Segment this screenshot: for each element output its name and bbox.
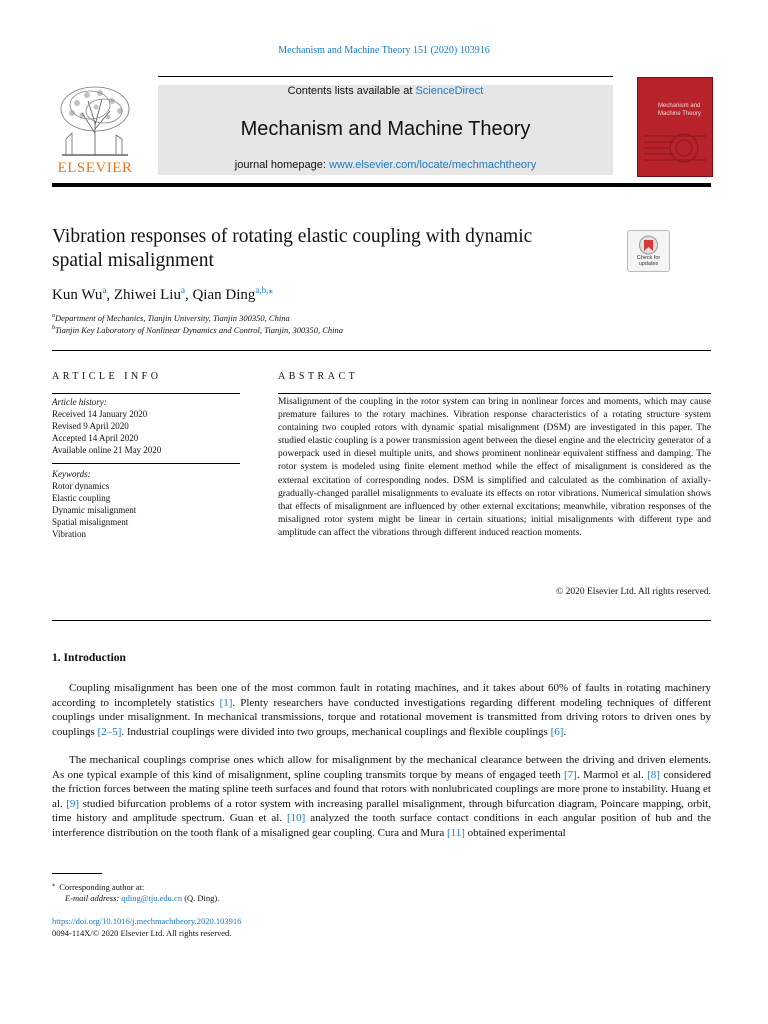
- citation-link[interactable]: [9]: [66, 797, 80, 810]
- email-note: E-mail address: qding@tju.edu.cn (Q. Ding).: [65, 893, 220, 903]
- author-name[interactable]: Kun Wu: [52, 287, 103, 303]
- header-thick-rule: [52, 183, 711, 187]
- affiliation: $^a$Department of Mechanics, Tianjin University, Tianjin 300350, China: [52, 313, 290, 323]
- doi-link[interactable]: https://doi.org/10.1016/j.mechmachtheory.2020.103916: [52, 916, 242, 926]
- author-affil-marker[interactable]: a,b,⁎: [255, 285, 273, 295]
- abstract-rule: [278, 393, 711, 394]
- keyword[interactable]: Spatial misalignment: [52, 517, 129, 527]
- citation-link[interactable]: [11]: [446, 826, 465, 839]
- header-rule: [158, 76, 613, 77]
- journal-title: Mechanism and Machine Theory: [240, 118, 531, 140]
- citation-link[interactable]: [6]: [550, 725, 564, 738]
- corresponding-author-note: ⁎ Corresponding author at:: [52, 881, 145, 892]
- author-affil-marker[interactable]: a: [180, 285, 185, 295]
- citation-link[interactable]: [2–5]: [97, 725, 122, 738]
- body-paragraph: Coupling misalignment has been one of the most common fault in rotating machines, and it takes about 60% of faults in rotating machinery according to incompletely statistics [1]. Plenty researchers have conducted investigations regarding different modeling techniques of different couplings under misalignment. In mechanical transmissions, torque and rotational movement is transmitted from driving rotors to driven ones by couplings [2–5]. Industrial couplings were divided into two groups, mechanical couplings and flexible couplings [6].: [52, 682, 711, 738]
- homepage-link[interactable]: www.elsevier.com/locate/mechmachtheory: [328, 159, 537, 171]
- issn-line: 0094-114X/© 2020 Elsevier Ltd. All rights reserved.: [52, 928, 232, 938]
- author-list: Kun Wu$^a$, Zhiwei Liu$^a$, Qian Ding$^{a,b,⁎}$: [52, 285, 273, 303]
- history-label: Article history:: [52, 397, 107, 407]
- article-info-rule: [52, 463, 240, 464]
- article-title: Vibration responses of rotating elastic coupling with dynamic spatial misalignment: [52, 226, 533, 271]
- citation-link[interactable]: [1]: [219, 696, 233, 709]
- citation-link[interactable]: [7]: [563, 768, 577, 781]
- keyword[interactable]: Dynamic misalignment: [52, 505, 137, 515]
- keyword[interactable]: Elastic coupling: [52, 493, 111, 503]
- author-name[interactable]: Qian Ding: [192, 287, 256, 303]
- journal-citation[interactable]: Mechanism and Machine Theory 151 (2020) 103916: [278, 45, 490, 56]
- article-info-heading: ARTICLE INFO: [52, 371, 162, 382]
- history-item: Received 14 January 2020: [52, 409, 148, 419]
- footnote-rule: [52, 873, 102, 874]
- keywords-label: Keywords:: [52, 469, 91, 479]
- check-updates-label: Check for: [636, 255, 661, 261]
- abstract-heading: ABSTRACT: [278, 371, 359, 382]
- keyword[interactable]: Rotor dynamics: [52, 481, 110, 491]
- journal-masthead: [158, 85, 613, 175]
- history-item: Revised 9 April 2020: [52, 421, 129, 431]
- author-name[interactable]: Zhiwei Liu: [113, 287, 181, 303]
- cover-title-line1: Mechanism and: [658, 103, 701, 109]
- history-item: Accepted 14 April 2020: [52, 433, 139, 443]
- check-updates-sublabel: updates: [638, 261, 659, 267]
- author-affil-marker[interactable]: a: [102, 285, 107, 295]
- abstract-copyright: © 2020 Elsevier Ltd. All rights reserved.: [556, 587, 711, 597]
- abstract-text: Misalignment of the coupling in the rotor system can bring in nonlinear forces and moments, which may cause premature failures to the rotary machines. Vibration response characteristics of a rotating structure system containing two coupled rotors with dynamic spatial misalignment (DSM) are investigated in this paper. The studied elastic coupling is a power transmission agent between the diesel engine and the electricity generator of a powerpack used in diesel multiple units, and shows prominent nonlinear equivalent stiffness and damping. The rotor system is modeled using finite element method while the effect of misalignment is considered as the external excitation of corresponding nodes. DSM is simplified and calculated as the combination of axially-gradually-changed parallel misalignments to evaluate its effects on rotor vibrations. Numerical simulation shows that effects of misalignment are influenced by other external excitations; meanwhile, vibration responses of the misaligned rotor system might be linear in certain situations; initial misalignments with different type and amplitude can affect the vibrations through different induced reaction moments.: [278, 397, 711, 538]
- section-rule: [52, 620, 711, 621]
- elsevier-wordmark: ELSEVIER: [57, 160, 133, 176]
- email-link[interactable]: qding@tju.edu.cn: [121, 893, 183, 903]
- article-info-rule: [52, 393, 240, 394]
- cover-title-line2: Machine Theory: [658, 111, 701, 117]
- check-for-updates-button[interactable]: [627, 230, 670, 272]
- section-heading: 1. Introduction: [52, 652, 126, 664]
- citation-link[interactable]: [8]: [647, 768, 660, 781]
- history-item: Available online 21 May 2020: [52, 445, 162, 455]
- contents-availability: Contents lists available at ScienceDirect: [287, 85, 484, 97]
- citation-link[interactable]: [10]: [286, 812, 306, 824]
- section-rule: [52, 350, 711, 351]
- keyword[interactable]: Vibration: [52, 529, 86, 539]
- body-paragraph: The mechanical couplings comprise ones which allow for misalignment by the mechanical clearance between the driving and driven elements. As one typical example of this kind of misalignment, spline coupling transmits torque by means of engaged teeth [7]. Marmol et al. [8] considered the friction forces between the mating spline teeth surfaces and found that rotors with nonlubricated couplings are more prone to instability. Huang et al. [9] studied bifurcation problems of a rotor system with increasing parallel misalignment, through bifurcation diagram, Poincare mapping, orbit, time history and amplitude spectrum. Guan et al. [10] analyzed the tooth surface contact conditions in each angular position of hub and the interference distribution on the tooth flank of a misaligned gear coupling. Cura and Mura [11] obtained experimental: [52, 754, 711, 839]
- affiliation: $^b$Tianjin Key Laboratory of Nonlinear Dynamics and Control, Tianjin, 300350, China: [52, 325, 343, 335]
- journal-cover-image[interactable]: [637, 77, 713, 177]
- journal-homepage: journal homepage: www.elsevier.com/locate/mechmachtheory: [234, 159, 537, 171]
- sciencedirect-link[interactable]: ScienceDirect: [415, 85, 484, 97]
